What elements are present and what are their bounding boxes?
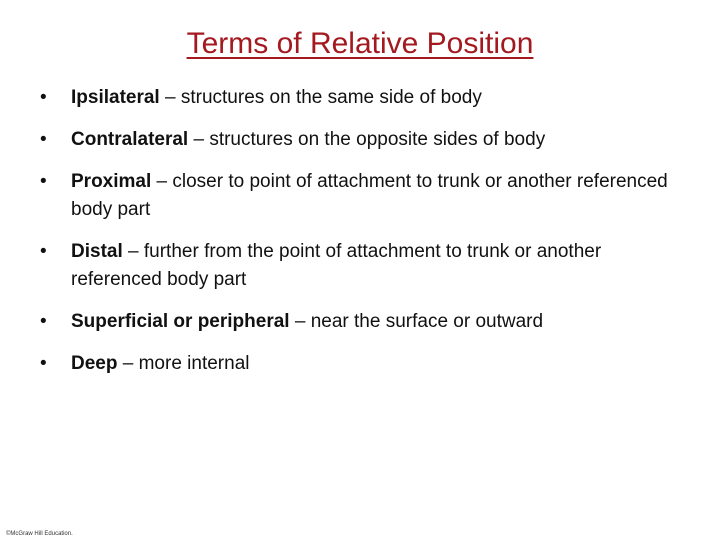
bullet-item-ipsilateral <box>40 84 680 112</box>
bullet-item-distal <box>40 238 680 294</box>
bullet-list <box>40 84 680 392</box>
term-definition: – closer to point of attachment to trunk or another referenced body part <box>71 171 668 220</box>
bullet-icon: • <box>40 87 47 108</box>
term-label: Superficial or peripheral <box>71 311 290 332</box>
bullet-icon: • <box>40 171 47 192</box>
slide-title: Terms of Relative Position <box>186 27 534 60</box>
bullet-item-contralateral <box>40 126 680 154</box>
bullet-icon: • <box>40 129 47 150</box>
term-label: Deep <box>71 353 118 374</box>
copyright-footer: ©McGraw Hill Education. <box>6 531 73 537</box>
bullet-icon: • <box>40 353 47 374</box>
term-label: Proximal <box>71 171 152 192</box>
term-definition: – near the surface or outward <box>289 311 544 332</box>
bullet-item-superficial <box>40 308 680 336</box>
term-definition: – structures on the opposite sides of body <box>188 129 546 150</box>
bullet-icon: • <box>40 311 47 332</box>
term-label: Ipsilateral <box>71 87 160 108</box>
term-definition: – more internal <box>117 353 250 374</box>
term-definition: – structures on the same side of body <box>159 87 482 108</box>
term-definition: – further from the point of attachment to trunk or another referenced body part <box>71 241 602 290</box>
term-label: Contralateral <box>71 129 189 150</box>
bullet-icon: • <box>40 241 47 262</box>
bullet-item-deep <box>40 350 680 378</box>
bullet-item-proximal <box>40 168 680 224</box>
term-label: Distal <box>71 241 123 262</box>
